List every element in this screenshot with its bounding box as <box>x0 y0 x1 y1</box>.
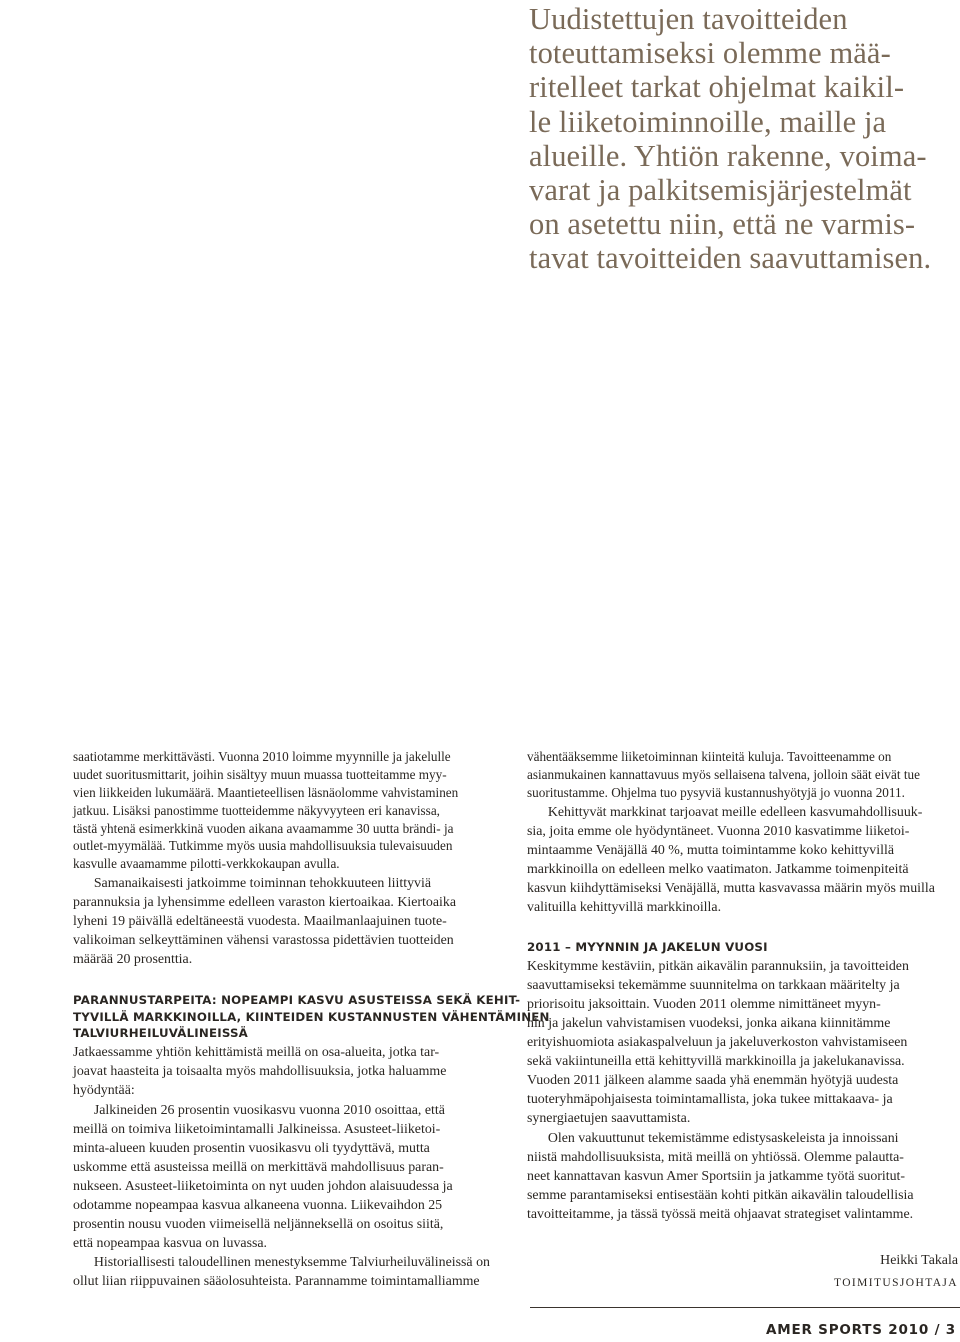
right-paragraph-3 <box>527 957 959 1128</box>
pull-quote <box>529 2 949 276</box>
text-line: meillä on toimiva liiketoimintamalli Jalkineissa. Asusteet-liiketoi- <box>73 1122 441 1138</box>
left-paragraph-2 <box>73 874 505 969</box>
text-line: tuoteryhmäpohjaisesta toimintamallista, joka tukee mittakaava- ja <box>527 1092 893 1108</box>
text-line: prosentin nousu vuoden viimeisellä neljänneksellä on osoitus siitä, <box>73 1217 444 1233</box>
text-line: sekä vakiintuneilla että kehittyvillä markkinoilla ja jakelukanavissa. <box>527 1054 905 1070</box>
text-line: suoritustamme. Ohjelma tuo pysyviä kustannushyötyjä jo vuonna 2011. <box>527 784 905 800</box>
text-line: Olen vakuuttunut tekemistämme edistysaskeleista ja innoissani <box>527 1131 899 1147</box>
text-line: toteuttamiseksi olemme mää- <box>529 36 891 71</box>
text-line: Samanaikaisesti jatkoimme toiminnan tehokkuuteen liittyviä <box>73 876 432 892</box>
left-paragraph-1 <box>73 748 505 873</box>
right-paragraph-1 <box>527 748 959 802</box>
page-footer: AMER SPORTS 2010 / 3 <box>765 1322 956 1338</box>
left-paragraph-5 <box>73 1253 505 1291</box>
signature-title: TOIMITUSJOHTAJA <box>833 1277 958 1289</box>
text-line: niistä mahdollisuuksista, mitä meillä on yhtiössä. Olemme palautta- <box>527 1150 904 1166</box>
text-line: tästä yhtenä esimerkkinä vuoden aikana avaamamme 30 uutta brändi- ja <box>73 820 454 836</box>
text-line: uskomme että asusteissa meillä on merkittävä mahdollisuus paran- <box>73 1160 444 1176</box>
text-line: varat ja palkitsemisjärjestelmät <box>529 173 912 208</box>
text-line: joavat haasteita ja toisaalta myös mahdollisuuksia, jotka haluamme <box>73 1064 447 1080</box>
text-line: Jalkineiden 26 prosentin vuosikasvu vuonna 2010 osoittaa, että <box>73 1103 445 1119</box>
text-line: tavoitteitamme, ja tässä työssä meitä ohjaavat strategiset valintamme. <box>527 1207 914 1223</box>
text-line: TALVIURHEILUVÄLINEISSÄ <box>73 1026 249 1041</box>
text-line: sia, joita emme ole hyödyntäneet. Vuonna 2010 kasvatimme liiketoi- <box>527 823 910 839</box>
text-line: nin ja jakelun vahvistamisen vuodeksi, jonka aikana kiinnitämme <box>527 1016 891 1032</box>
text-line: neet kannattavan kasvun Amer Sportsiin ja jatkamme työtä suoritut- <box>527 1169 906 1185</box>
text-line: ollut liian riippuvainen sääolosuhteista. Parannamme toimintamalliamme <box>73 1274 480 1290</box>
text-line: kasvulle avaamamme pilotti-verkkokaupan avulla. <box>73 856 340 872</box>
text-line: semme parantamiseksi entisestään kohti pitkän aikavälin taloudellisia <box>527 1188 914 1204</box>
text-line: alueille. Yhtiön rakenne, voima- <box>529 138 927 173</box>
text-line: priorisoitu jaksoittain. Vuoden 2011 olemme nimittäneet myyn- <box>527 997 881 1013</box>
text-line: valikoiman selkeyttäminen vähensi varastossa pidettävien tuotteiden <box>73 933 454 949</box>
right-column <box>527 748 959 1224</box>
text-line: markkinoilla on edelleen melko vaatimaton. Jatkamme toimenpiteitä <box>527 861 909 877</box>
text-line: määrää 20 prosenttia. <box>73 952 193 968</box>
text-line: synergiaetujen saavuttamista. <box>527 1111 691 1127</box>
text-line: Kehittyvät markkinat tarjoavat meille edelleen kasvumahdollisuuk- <box>527 804 923 820</box>
left-column <box>73 748 550 1291</box>
text-line: TYVILLÄ MARKKINOILLA, KIINTEIDEN KUSTANNUSTEN VÄHENTÄMINEN <box>73 1009 550 1024</box>
text-line: on asetettu niin, että ne varmis- <box>529 207 916 242</box>
text-line: asianmukainen kannattavuus myös sellaisena talvena, jolloin säät eivät tue <box>527 766 920 782</box>
text-line: Jatkaessamme yhtiön kehittämistä meillä on osa-alueita, jotka tar- <box>73 1045 440 1061</box>
text-line: vähentääksemme liiketoiminnan kiinteitä kuluja. Tavoitteenamme on <box>527 749 892 764</box>
left-paragraph-4 <box>73 1101 505 1253</box>
text-line: uudet suoritusmittarit, joihin sisältyy muun muassa tuotteitamme myy- <box>73 766 447 782</box>
right-section-heading <box>527 939 959 956</box>
text-line: Keskitymme kestäviin, pitkän aikavälin parannuksiin, ja tavoitteiden <box>527 959 909 975</box>
text-line: vien liikkeiden lukumäärä. Maantieteellisen läsnäolomme vahvistaminen <box>73 784 459 800</box>
right-paragraph-4 <box>527 1129 959 1224</box>
left-section-heading <box>73 992 550 1042</box>
text-line: parannuksia ja lyhensimme edelleen varaston kiertoaikaa. Kiertoaika <box>73 895 456 911</box>
footer-divider <box>530 1307 960 1308</box>
text-line: erityishuomiota asiakaspalveluun ja jakeluverkoston vahvistamiseen <box>527 1035 908 1051</box>
text-line: kasvun kiihdyttämiseksi Venäjällä, mutta kasvavassa määrin myös muilla <box>527 880 935 896</box>
text-line: että nopeampaa kasvua on luvassa. <box>73 1236 268 1252</box>
text-line: Uudistettujen tavoitteiden <box>529 2 848 36</box>
text-line: saavuttamiseksi tekemämme suunnitelma on tarkkaan määritelty ja <box>527 978 900 994</box>
text-line: lyheni 19 päivällä edeltäneestä vuodesta. Maailmanlaajuinen tuote- <box>73 914 447 930</box>
text-line: Vuoden 2011 jälkeen alamme saada yhä enemmän hyötyjä uudesta <box>527 1073 899 1089</box>
text-line: valituilla kehittyvillä markkinoilla. <box>527 899 722 915</box>
text-line: saatiotamme merkittävästi. Vuonna 2010 loimme myynnille ja jakelulle <box>73 749 451 764</box>
text-line: 2011 – MYYNNIN JA JAKELUN VUOSI <box>527 939 768 954</box>
text-line: hyödyntää: <box>73 1083 135 1099</box>
text-line: le liiketoiminnoille, maille ja <box>529 104 887 139</box>
text-line: minta-alueen kuuden prosentin vuosikasvu oli tyydyttävä, mutta <box>73 1141 430 1157</box>
left-paragraph-3 <box>73 1043 505 1100</box>
text-line: nukseen. Asusteet-liiketoiminta on nyt uuden johdon alaisuudessa ja <box>73 1179 453 1195</box>
text-line: odotamme nopeampaa kasvua alkaneena vuonna. Liikevaihdon 25 <box>73 1198 443 1214</box>
text-line: jatkuu. Lisäksi panostimme tuotteidemme näkyvyyteen eri kanavissa, <box>73 802 440 818</box>
text-line: Historiallisesti taloudellinen menestyksemme Talviurheiluvälineissä on <box>73 1255 490 1271</box>
text-line: outlet-myymälää. Tutkimme myös uusia mahdollisuuksia tulevaisuuden <box>73 838 453 854</box>
text-line: tavat tavoitteiden saavuttamisen. <box>529 241 932 276</box>
right-paragraph-2 <box>527 803 959 917</box>
signature-name: Heikki Takala <box>880 1253 958 1268</box>
text-line: PARANNUSTARPEITA: NOPEAMPI KASVU ASUSTEISSA SEKÄ KEHIT- <box>73 993 521 1008</box>
text-line: mintaamme Venäjällä 40 %, mutta toimintamme koko kehittyvillä <box>527 842 894 858</box>
text-line: ritelleet tarkat ohjelmat kaikil- <box>529 70 905 105</box>
